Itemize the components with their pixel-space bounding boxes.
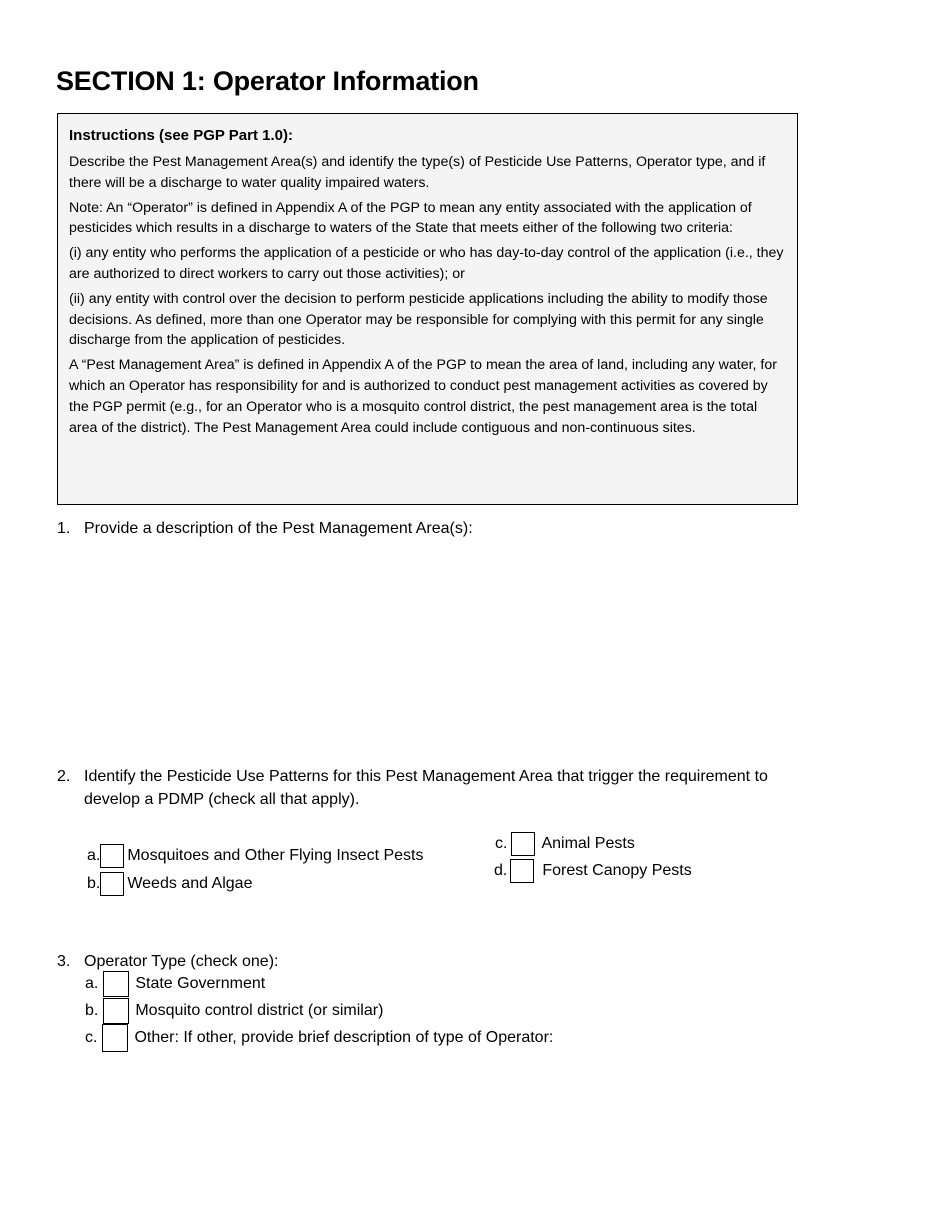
option-letter: b. [85, 1002, 99, 1019]
option-label: Other: If other, provide brief description of type of Operator: [134, 1029, 554, 1046]
operator-type-checkbox-a[interactable] [103, 971, 129, 997]
use-pattern-checkbox-d[interactable] [510, 859, 534, 883]
instructions-paragraph: (ii) any entity with control over the decision to perform pesticide applications including the ability to modify those decisions. As defined, more than one Operator may be responsible for complying with this permit for any single discharge from the application of pesticides. [69, 290, 768, 349]
use-pattern-option-d [494, 858, 692, 884]
instructions-box [57, 113, 798, 505]
operator-type-checkbox-c[interactable] [102, 1024, 128, 1052]
option-letter: b. [87, 875, 101, 892]
instructions-paragraph: (i) any entity who performs the application of a pesticide or who has day-to-day control of the application (i.e., they are authorized to direct workers to carry out those activities); or [69, 245, 784, 282]
option-letter: a. [85, 975, 99, 992]
operator-type-option-b [85, 998, 383, 1024]
use-pattern-option-b [87, 871, 252, 897]
question-text: Identify the Pesticide Use Patterns for this Pest Management Area that trigger the requirement to develop a PDMP (check all that apply). [84, 768, 768, 808]
option-label: Forest Canopy Pests [542, 862, 692, 879]
operator-type-checkbox-b[interactable] [103, 998, 129, 1024]
use-pattern-checkbox-c[interactable] [511, 832, 535, 856]
operator-type-option-a [85, 971, 265, 997]
option-letter: d. [494, 862, 508, 879]
question-number: 2. [57, 768, 71, 785]
instructions-heading: Instructions (see PGP Part 1.0): [69, 127, 293, 144]
option-letter: c. [85, 1029, 98, 1046]
option-label: Animal Pests [541, 835, 635, 852]
use-pattern-option-a [87, 843, 423, 869]
operator-type-option-c [85, 1025, 553, 1051]
question-text: Operator Type (check one): [84, 953, 279, 970]
option-label: State Government [135, 975, 266, 992]
use-pattern-checkbox-b[interactable] [100, 872, 124, 896]
option-label: Mosquito control district (or similar) [135, 1002, 384, 1019]
question-text: Provide a description of the Pest Management Area(s): [84, 520, 473, 537]
instructions-paragraph: Note: An “Operator” is defined in Appendix A of the PGP to mean any entity associated with the application of pesticides which results in a discharge to waters of the State that meets either of the following two criteria: [69, 199, 752, 237]
use-pattern-checkbox-a[interactable] [100, 844, 124, 868]
option-label: Mosquitoes and Other Flying Insect Pests [127, 847, 424, 864]
question-number: 3. [57, 953, 71, 970]
question-number: 1. [57, 520, 71, 537]
option-letter: a. [87, 847, 101, 864]
option-label: Weeds and Algae [127, 875, 253, 892]
option-letter: c. [495, 835, 508, 852]
instructions-paragraph: A “Pest Management Area” is defined in Appendix A of the PGP to mean the area of land, including any water, for which an Operator has responsibility for and is authorized to conduct pest management activities as covered by the PGP permit (e.g., for an Operator who is a mosquito control district, the pest management area is the total area of the district). The Pest Management Area could include contiguous and non-continuous sites. [69, 357, 777, 436]
instructions-paragraph: Describe the Pest Management Area(s) and identify the type(s) of Pesticide Use Patterns, Operator type, and if there will be a discharge to water quality impaired waters. [69, 154, 766, 191]
use-pattern-option-c [495, 831, 635, 857]
section-title: SECTION 1: Operator Information [56, 66, 479, 96]
